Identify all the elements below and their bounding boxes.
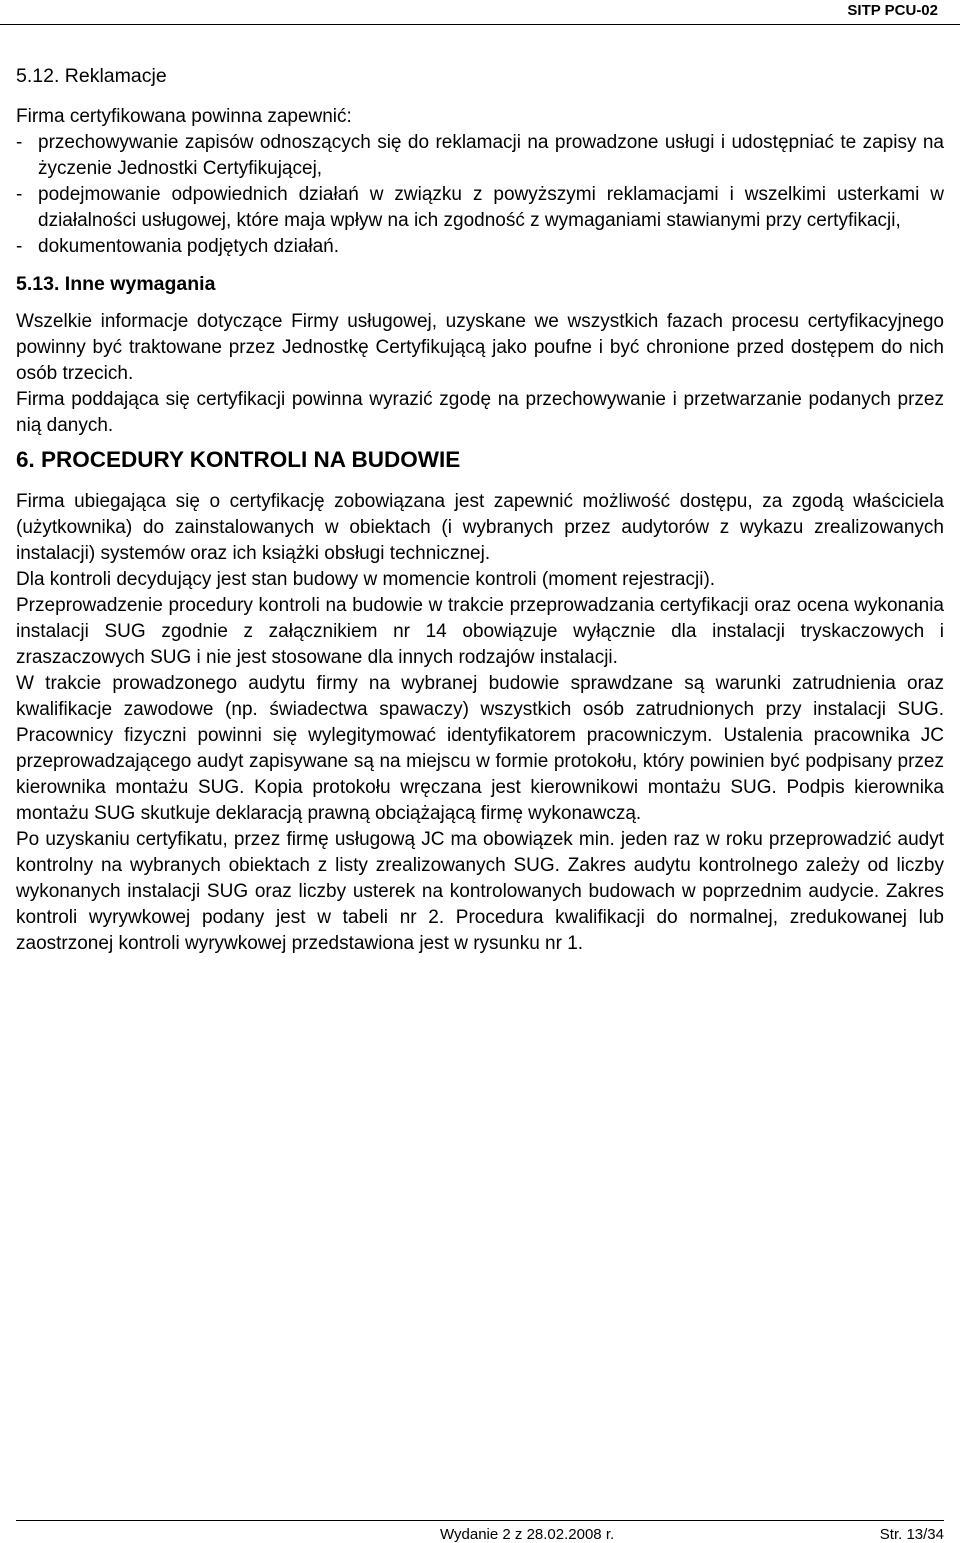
section-heading-5-13 — [16, 271, 944, 297]
page-number: Str. 13/34 — [879, 1526, 944, 1543]
section-title: Reklamacje — [64, 65, 167, 87]
paragraph: Wszelkie informacje dotyczące Firmy usługowej, uzyskane we wszystkich fazach procesu certyfikacyjnego powinny być traktowane przez Jednostkę Certyfikującą jako poufne i być chronione przed dostępem do nich osób trzecich. — [16, 311, 944, 384]
section-title: Inne wymagania — [64, 273, 216, 295]
paragraph: Po uzyskaniu certyfikatu, przez firmę usługową JC ma obowiązek min. jeden raz w roku przeprowadzić audyt kontrolny na wybranych obiektach z listy zrealizowanych SUG. Zakres audytu kontrolnego zależy od liczby wykonanych instalacji SUG oraz liczby usterek na kontrolowanych budowach w poprzednim audycie. Zakres kontroli wyrywkowej podany jest w tabeli nr 2. Procedura kwalifikacji do normalnej, zredukowanej lub zaostrzonej kontroli wyrywkowej przedstawiona jest w rysunku nr 1. — [16, 829, 944, 954]
page-footer — [0, 1520, 960, 1542]
edition-info: Wydanie 2 z 28.02.2008 r. — [440, 1526, 615, 1543]
paragraph: W trakcie prowadzonego audytu firmy na wybranej budowie sprawdzane są warunki zatrudnienia oraz kwalifikacje zawodowe (np. świadectwa spawaczy) wszystkich osób zatrudnionych przy instalacji SUG. Pracownicy fizyczni powinni się wylegitymować identyfikatorem pracowniczym. Ustalenia pracownika JC przeprowadzającego audyt zapisywane są na miejscu w formie protokołu, który powinien być podpisany przez kierownika montażu SUG. Kopia protokołu wręczana jest kierownikowi montażu SUG. Podpis kierownika montażu SUG skutkuje deklaracją prawną obciążającą firmę wykonawczą. — [16, 673, 944, 824]
paragraph: Dla kontroli decydujący jest stan budowy w momencie kontroli (moment rejestracji). — [16, 569, 716, 590]
list-item: - dokumentowania podjętych działań. — [16, 236, 340, 257]
requirements-list — [16, 130, 944, 260]
paragraph: Przeprowadzenie procedury kontroli na budowie w trakcie przeprowadzania certyfikacji oraz ocena wykonania instalacji SUG zgodnie z załącznikiem nr 14 obowiązuje wyłącznie dla instalacji tryskaczowych i zraszaczowych SUG i nie jest stosowane dla innych rodzajów instalacji. — [16, 595, 944, 668]
document-body — [16, 63, 944, 957]
section-intro: Firma certyfikowana powinna zapewnić: — [16, 106, 352, 127]
list-item-text: dokumentowania podjętych działań. — [38, 236, 340, 257]
list-item-text: podejmowanie odpowiednich działań w związku z powyższymi reklamacjami i wszelkimi usterkami w działalności usługowej, które maja wpływ na ich zgodność z wymaganiami stawianymi przy certyfikacji, — [38, 184, 944, 231]
document-code: SITP PCU-02 — [847, 2, 938, 19]
page-header — [0, 0, 960, 26]
section-5-13-body — [16, 309, 944, 439]
section-heading-5-12 — [16, 63, 944, 89]
paragraph: Firma ubiegająca się o certyfikację zobowiązana jest zapewnić możliwość dostępu, za zgodą właściciela (użytkownika) do zainstalowanych w obiektach (i wybranych przez audytorów z wykazu zrealizowanych instalacji) systemów oraz ich książki obsługi technicznej. — [16, 491, 944, 564]
section-5-12-body — [16, 104, 944, 260]
section-heading-6 — [16, 446, 944, 474]
list-item: - podejmowanie odpowiednich działań w związku z powyższymi reklamacjami i wszelkimi usterkami w działalności usługowej, które maja wpływ na ich zgodność z wymaganiami stawianymi przy certyfikacji, — [16, 184, 944, 231]
section-number: 5.12. — [16, 65, 60, 87]
section-number: 6. — [16, 447, 35, 472]
paragraph: Firma poddająca się certyfikacji powinna wyrazić zgodę na przechowywanie i przetwarzanie podanych przez nią danych. — [16, 389, 944, 436]
section-number: 5.13. — [16, 273, 60, 295]
section-title: PROCEDURY KONTROLI NA BUDOWIE — [41, 447, 461, 472]
list-item: - przechowywanie zapisów odnoszących się do reklamacji na prowadzone usługi i udostępniać te zapisy na życzenie Jednostki Certyfikującej, — [16, 132, 944, 179]
header-divider — [0, 24, 960, 25]
section-6-body — [16, 489, 944, 957]
footer-divider — [16, 1520, 944, 1521]
list-item-text: przechowywanie zapisów odnoszących się do reklamacji na prowadzone usługi i udostępniać te zapisy na życzenie Jednostki Certyfikującej, — [38, 132, 944, 179]
